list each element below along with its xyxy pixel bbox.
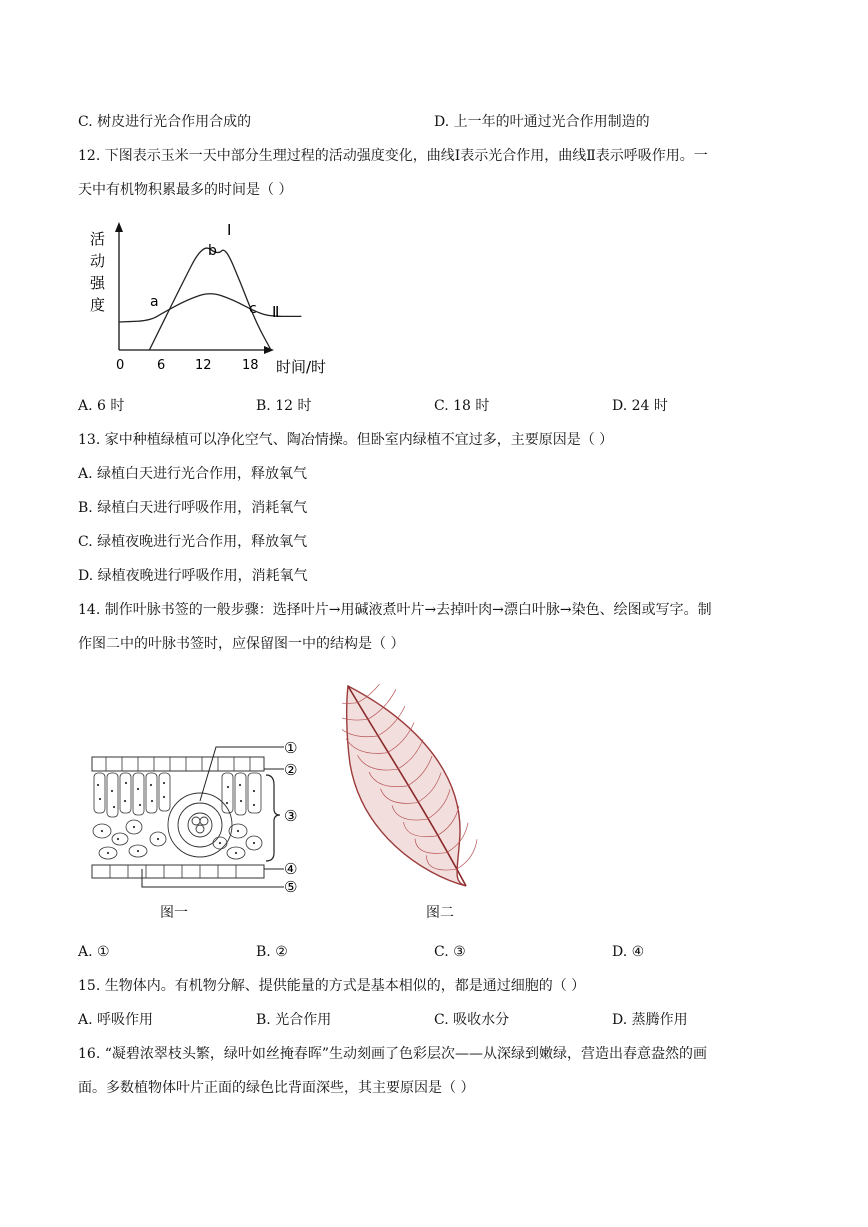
y-label-char-1: 活 — [90, 230, 106, 248]
leaf-skeleton-figure — [342, 684, 482, 890]
q14-stem-line1: 14. 制作叶脉书签的一般步骤：选择叶片→用碱液煮叶片→去掉叶肉→漂白叶脉→染色、绘图或写字。制 — [78, 602, 712, 618]
label-4: ④ — [284, 860, 298, 878]
q12-option-c: C. 18 时 — [434, 398, 490, 414]
q14-option-b: B. ② — [256, 944, 288, 960]
point-a-label: a — [150, 294, 159, 310]
fig1-caption: 图一 — [160, 905, 188, 921]
q14-option-c: C. ③ — [434, 944, 466, 960]
q14-option-d: D. ④ — [612, 944, 645, 960]
leaf-cross-section-figure — [88, 735, 310, 897]
q12-activity-chart — [80, 218, 350, 386]
q13-option-d: D. 绿植夜晚进行呼吸作用，消耗氧气 — [78, 568, 308, 584]
series-label-1: Ⅰ — [227, 221, 232, 239]
q14-option-a: A. ① — [78, 944, 110, 960]
q12-option-d: D. 24 时 — [612, 398, 668, 414]
q15-option-a: A. 呼吸作用 — [78, 1012, 154, 1028]
q15-option-d: D. 蒸腾作用 — [612, 1012, 688, 1028]
q12-option-a: A. 6 时 — [78, 398, 125, 414]
x-tick-12: 12 — [195, 358, 212, 373]
q12-stem-line1: 12. 下图表示玉米一天中部分生理过程的活动强度变化，曲线Ⅰ表示光合作用，曲线Ⅱ表示呼吸作用。一 — [78, 148, 708, 164]
label-1: ① — [284, 739, 298, 757]
q12-stem-line2: 天中有机物积累最多的时间是（ ） — [78, 182, 293, 198]
curve-photosynthesis — [149, 248, 271, 350]
x-tick-0: 0 — [116, 358, 125, 373]
label-2: ② — [284, 761, 298, 779]
q14-stem-line2: 作图二中的叶脉书签时，应保留图一中的结构是（ ） — [78, 636, 405, 652]
point-b-label: b — [208, 243, 217, 259]
q13-stem: 13. 家中种植绿植可以净化空气、陶冶情操。但卧室内绿植不宜过多，主要原因是（ ） — [78, 432, 614, 448]
x-tick-6: 6 — [157, 358, 166, 373]
q15-stem: 15. 生物体内。有机物分解、提供能量的方式是基本相似的，都是通过细胞的（ ） — [78, 978, 586, 994]
q11-option-c: C. 树皮进行光合作用合成的 — [78, 114, 252, 130]
label-3: ③ — [284, 807, 298, 825]
fig2-caption: 图二 — [426, 905, 454, 921]
q12-option-b: B. 12 时 — [256, 398, 312, 414]
x-tick-18: 18 — [242, 358, 259, 373]
q16-stem-line2: 面。多数植物体叶片正面的绿色比背面深些，其主要原因是（ ） — [78, 1080, 475, 1096]
q13-option-c: C. 绿植夜晚进行光合作用，释放氧气 — [78, 534, 308, 550]
y-label-char-3: 强 — [90, 274, 106, 292]
q16-stem-line1: 16. “凝碧浓翠枝头繁，绿叶如丝掩春晖”生动刻画了色彩层次——从深绿到嫩绿，营造出春意盎然的画 — [78, 1046, 708, 1062]
y-label-char-4: 度 — [90, 296, 106, 314]
q15-option-b: B. 光合作用 — [256, 1012, 332, 1028]
q13-option-a: A. 绿植白天进行光合作用，释放氧气 — [78, 466, 308, 482]
q11-option-d: D. 上一年的叶通过光合作用制造的 — [434, 114, 650, 130]
label-5: ⑤ — [284, 878, 298, 896]
y-axis-arrow — [115, 222, 123, 232]
q13-option-b: B. 绿植白天进行呼吸作用，消耗氧气 — [78, 500, 308, 516]
x-axis-label: 时间/时 — [276, 358, 327, 376]
y-label-char-2: 动 — [90, 252, 106, 270]
point-c-label: c — [249, 301, 257, 317]
series-label-2: Ⅱ — [272, 303, 280, 321]
q15-option-c: C. 吸收水分 — [434, 1012, 510, 1028]
